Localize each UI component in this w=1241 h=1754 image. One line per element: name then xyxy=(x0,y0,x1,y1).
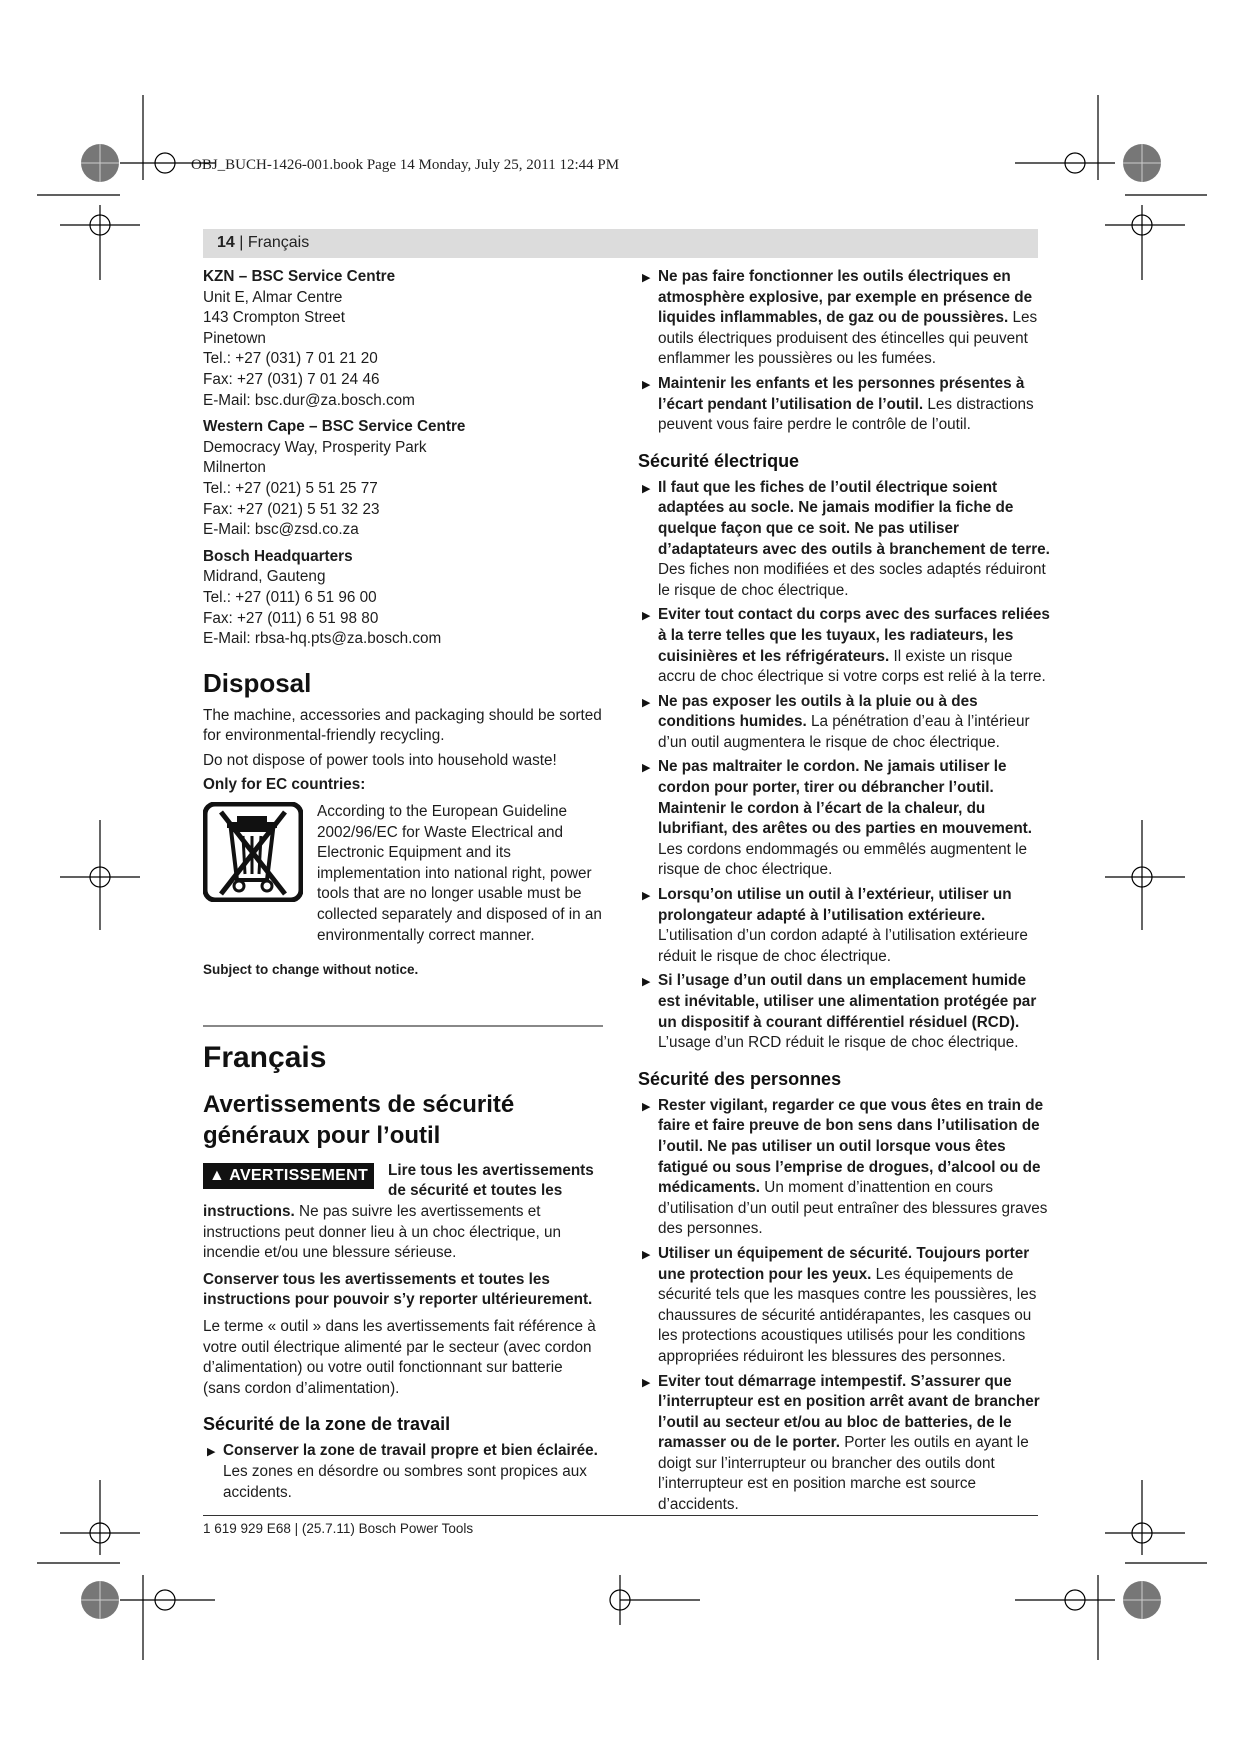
list-item xyxy=(638,971,1050,1053)
list-item xyxy=(638,605,1050,687)
personal-safety-heading: Sécurité des personnes xyxy=(638,1068,842,1089)
work-area-heading: Sécurité de la zone de travail xyxy=(203,1414,451,1435)
address-line: E-Mail: rbsa-hq.pts@za.bosch.com xyxy=(203,630,442,648)
item-bold: Utiliser un équipement de sécurité. Toujours porter une protection pour les yeux. xyxy=(658,1244,1030,1283)
ec-heading: Only for EC countries: xyxy=(203,776,366,794)
item-bold: Si l’usage d’un outil dans un emplacement humide est inévitable, utiliser une alimentation protégée par un dispositif à courant différentiel résiduel (RCD). xyxy=(658,972,1037,1031)
weee-block xyxy=(203,802,603,946)
work-area-list-continued xyxy=(638,267,1050,436)
address-line: Pinetown xyxy=(203,329,266,347)
item-text: Les équipements de sécurité tels que les masques contre les poussières, les chaussures de sécurité antidérapantes, les casques ou les protections acoustiques utilisés pour les conditions appropriées réduiront les blessures des personnes. xyxy=(658,1265,1037,1365)
address-line: Tel.: +27 (021) 5 51 25 77 xyxy=(203,479,378,497)
address-line: Fax: +27 (031) 7 01 24 46 xyxy=(203,370,380,388)
address-line: Democracy Way, Prosperity Park xyxy=(203,438,427,456)
item-bold: Il faut que les fiches de l’outil électrique soient adaptées au socle. Ne jamais modifier la fiche de quelque façon que ce soit. Ne pas utiliser d’adaptateurs avec des outils à branchement de terre. xyxy=(658,478,1050,558)
page-footer: 1 619 929 E68 | (25.7.11) Bosch Power Tools xyxy=(203,1521,474,1536)
address-title: KZN – BSC Service Centre xyxy=(203,268,396,285)
list-item xyxy=(638,374,1050,436)
safety-warnings-heading: Avertissements de sécurité généraux pour l’outil xyxy=(203,1090,515,1149)
warning-badge-label: AVERTISSEMENT xyxy=(229,1166,369,1184)
address-line: Unit E, Almar Centre xyxy=(203,288,343,306)
warning-badge xyxy=(203,1163,374,1190)
list-item xyxy=(638,885,1050,967)
address-title: Western Cape – BSC Service Centre xyxy=(203,418,466,436)
term-paragraph: Le terme « outil » dans les avertissements fait référence à votre outil électrique alimenté par le secteur (avec cordon d’alimentation) ou votre outil fonctionnant sur batterie (sans cordon d’alimentation). xyxy=(203,1317,596,1397)
list-item xyxy=(638,692,1050,754)
address-line: Fax: +27 (021) 5 51 32 23 xyxy=(203,500,380,518)
disposal-heading: Disposal xyxy=(203,667,312,698)
item-text: Porter les outils en ayant le doigt sur l’interrupteur ou brancher des outils dont l’interrupteur est en position marche est source d’accidents. xyxy=(658,1434,1029,1514)
disposal-paragraph: Do not dispose of power tools into household waste! xyxy=(203,751,557,769)
footer-rule xyxy=(203,1515,1038,1516)
left-column xyxy=(203,267,603,1509)
address-line: Midrand, Gauteng xyxy=(203,568,326,586)
disposal-paragraph: The machine, accessories and packaging should be sorted for environmental-friendly recycling. xyxy=(203,706,602,745)
electrical-safety-list xyxy=(638,478,1050,1054)
warning-triangle-icon: ▲ xyxy=(209,1166,226,1184)
item-bold: Ne pas faire fonctionner les outils électriques en atmosphère explosive, par exemple en présence de liquides inflammables, de gaz ou de poussières. xyxy=(658,268,1033,327)
warning-text: Ne pas suivre les avertissements et instructions peut donner lieu à un choc électrique, un incendie et/ou une blessure sérieuse. xyxy=(203,1203,562,1262)
address-block xyxy=(203,547,603,650)
item-text: Les outils électriques produisent des étincelles qui peuvent enflammer les poussières ou les fumées. xyxy=(658,309,1038,368)
item-bold: Maintenir les enfants et les personnes présentes à l’écart pendant l’utilisation de l’outil. xyxy=(658,374,1025,413)
item-text: Les zones en désordre ou sombres sont propices aux accidents. xyxy=(223,1462,587,1501)
address-block xyxy=(203,267,603,411)
warning-paragraph xyxy=(203,1161,603,1264)
list-item xyxy=(638,757,1050,881)
keep-instructions: Conserver tous les avertissements et toutes les instructions pour pouvoir s’y reporter ultérieurement. xyxy=(203,1270,593,1309)
header-separator: | xyxy=(239,234,244,251)
address-block xyxy=(203,417,603,541)
weee-text: According to the European Guideline 2002/96/EC for Waste Electrical and Electronic Equipment and its implementation into national right, power tools that are no longer usable must be collected separately and disposed of in an environmentally correct manner. xyxy=(317,803,602,944)
item-bold: Ne pas maltraiter le cordon. Ne jamais utiliser le cordon pour porter, tirer ou débrancher l’outil. Maintenir le cordon à l’écart de la chaleur, du lubrifiant, des arêtes ou des parties en mouvement. xyxy=(658,758,1033,838)
item-text: Des fiches non modifiées et des socles adaptés réduiront le risque de choc électrique. xyxy=(658,561,1046,599)
page-number: 14 xyxy=(217,234,235,251)
address-line: 143 Crompton Street xyxy=(203,309,345,327)
list-item xyxy=(638,1096,1050,1240)
page-header-band xyxy=(203,229,1038,258)
list-item xyxy=(203,1441,603,1503)
francais-heading: Français xyxy=(203,1040,327,1074)
section-divider xyxy=(203,1025,603,1027)
item-bold: Rester vigilant, regarder ce que vous êtes en train de faire et faire preuve de bon sens dans l’utilisation de l’outil. Ne pas utiliser un outil lorsque vous êtes fatigué ou sous l’emprise de drogues, d’alcool ou de médicaments. xyxy=(658,1096,1044,1197)
item-bold: Eviter tout démarrage intempestif. S’assurer que l’interrupteur est en position arrêt avant de brancher l’outil au secteur et/ou au bloc de batteries, de le ramasser ou de le porter. xyxy=(658,1372,1040,1452)
address-line: Fax: +27 (011) 6 51 98 80 xyxy=(203,609,379,627)
item-bold: Lorsqu’on utilise un outil à l’extérieur, utiliser un prolongateur adapté à l’utilisation extérieure. xyxy=(658,886,1012,924)
address-title: Bosch Headquarters xyxy=(203,547,353,565)
item-text: L’utilisation d’un cordon adapté à l’utilisation extérieure réduit le risque de choc électrique. xyxy=(658,927,1028,965)
personal-safety-list xyxy=(638,1096,1050,1516)
item-text: Les cordons endommagés ou emmêlés augmentent le risque de choc électrique. xyxy=(658,840,1028,879)
item-text: Un moment d’inattention en cours d’utilisation d’un outil peut entraîner des blessures graves des personnes. xyxy=(658,1179,1048,1238)
item-bold: Ne pas exposer les outils à la pluie ou à des conditions humides. xyxy=(658,692,978,731)
list-item xyxy=(638,478,1050,602)
address-line: Tel.: +27 (011) 6 51 96 00 xyxy=(203,588,377,606)
list-item xyxy=(638,1244,1050,1368)
address-line: Tel.: +27 (031) 7 01 21 20 xyxy=(203,350,378,368)
item-bold: Conserver la zone de travail propre et bien éclairée. xyxy=(223,1442,598,1460)
address-line: E-Mail: bsc@zsd.co.za xyxy=(203,521,359,539)
warning-bold-text: Lire tous les avertissements de sécurité et toutes les instructions. xyxy=(203,1161,594,1220)
work-area-list xyxy=(203,1441,603,1503)
address-line: E-Mail: bsc.dur@za.bosch.com xyxy=(203,391,415,409)
electrical-safety-heading: Sécurité électrique xyxy=(638,450,800,471)
list-item xyxy=(638,267,1050,370)
item-text: La pénétration d’eau à l’intérieur d’un outil augmentera le risque de choc électrique. xyxy=(658,713,1030,751)
address-line: Milnerton xyxy=(203,459,266,477)
item-text: Il existe un risque accru de choc électrique si votre corps est relié à la terre. xyxy=(658,647,1046,686)
print-header: OBJ_BUCH-1426-001.book Page 14 Monday, July 25, 2011 12:44 PM xyxy=(191,157,620,173)
item-text: Les distractions peuvent vous faire perdre le contrôle de l’outil. xyxy=(658,395,1034,434)
change-notice: Subject to change without notice. xyxy=(203,962,419,978)
page-header xyxy=(217,234,309,252)
item-bold: Eviter tout contact du corps avec des surfaces reliées à la terre telles que les tuyaux, les radiateurs, les cuisinières et les réfrigérateurs. xyxy=(658,606,1050,665)
header-section: Français xyxy=(247,234,310,251)
right-column xyxy=(638,267,1050,1522)
list-item xyxy=(638,1372,1050,1516)
crossed-bin-icon xyxy=(203,802,303,902)
item-text: L’usage d’un RCD réduit le risque de choc électrique. xyxy=(658,1034,1019,1052)
